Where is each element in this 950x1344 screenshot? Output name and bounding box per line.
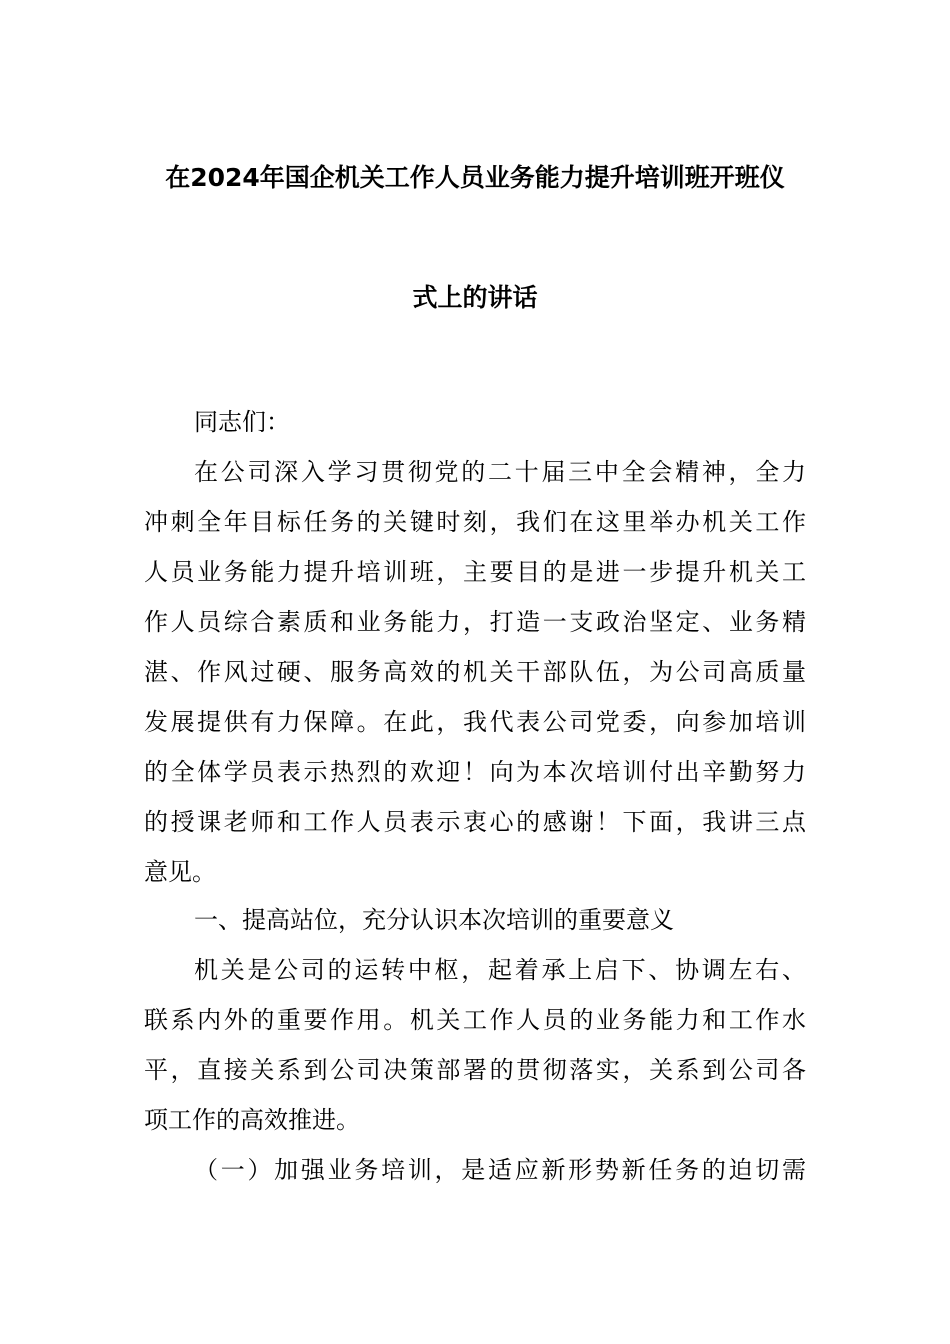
section-heading: 一、提高站位，充分认识本次培训的重要意义 [194, 906, 674, 934]
paragraph-line: 发展提供有力保障。在此，我代表公司党委，向参加培训 [144, 708, 806, 736]
paragraph-line: 意见。 [144, 858, 216, 886]
paragraph-line: 人员业务能力提升培训班，主要目的是进一步提升机关工 [144, 558, 806, 586]
paragraph-line: 的全体学员表示热烈的欢迎！向为本次培训付出辛勤努力 [144, 758, 806, 786]
paragraph-line: 机关是公司的运转中枢，起着承上启下、协调左右、 [194, 956, 806, 984]
paragraph-line: 的授课老师和工作人员表示衷心的感谢！下面，我讲三点 [144, 808, 806, 836]
paragraph-line: 湛、作风过硬、服务高效的机关干部队伍，为公司高质量 [144, 658, 806, 686]
paragraph-line: 冲刺全年目标任务的关键时刻，我们在这里举办机关工作 [144, 508, 806, 536]
subsection-heading: （一）加强业务培训，是适应新形势新任务的迫切需 [194, 1156, 806, 1184]
paragraph-line: 平，直接关系到公司决策部署的贯彻落实，关系到公司各 [144, 1056, 806, 1084]
paragraph-line: 项工作的高效推进。 [144, 1106, 360, 1134]
paragraph-line: 在公司深入学习贯彻党的二十届三中全会精神，全力 [194, 458, 806, 486]
salutation: 同志们： [194, 408, 290, 436]
document-title-line-1: 在2024年国企机关工作人员业务能力提升培训班开班仪 [165, 163, 785, 192]
paragraph-line: 作人员综合素质和业务能力，打造一支政治坚定、业务精 [144, 608, 806, 636]
paragraph-line: 联系内外的重要作用。机关工作人员的业务能力和工作水 [144, 1006, 806, 1034]
document-title-line-2: 式上的讲话 [412, 283, 538, 312]
